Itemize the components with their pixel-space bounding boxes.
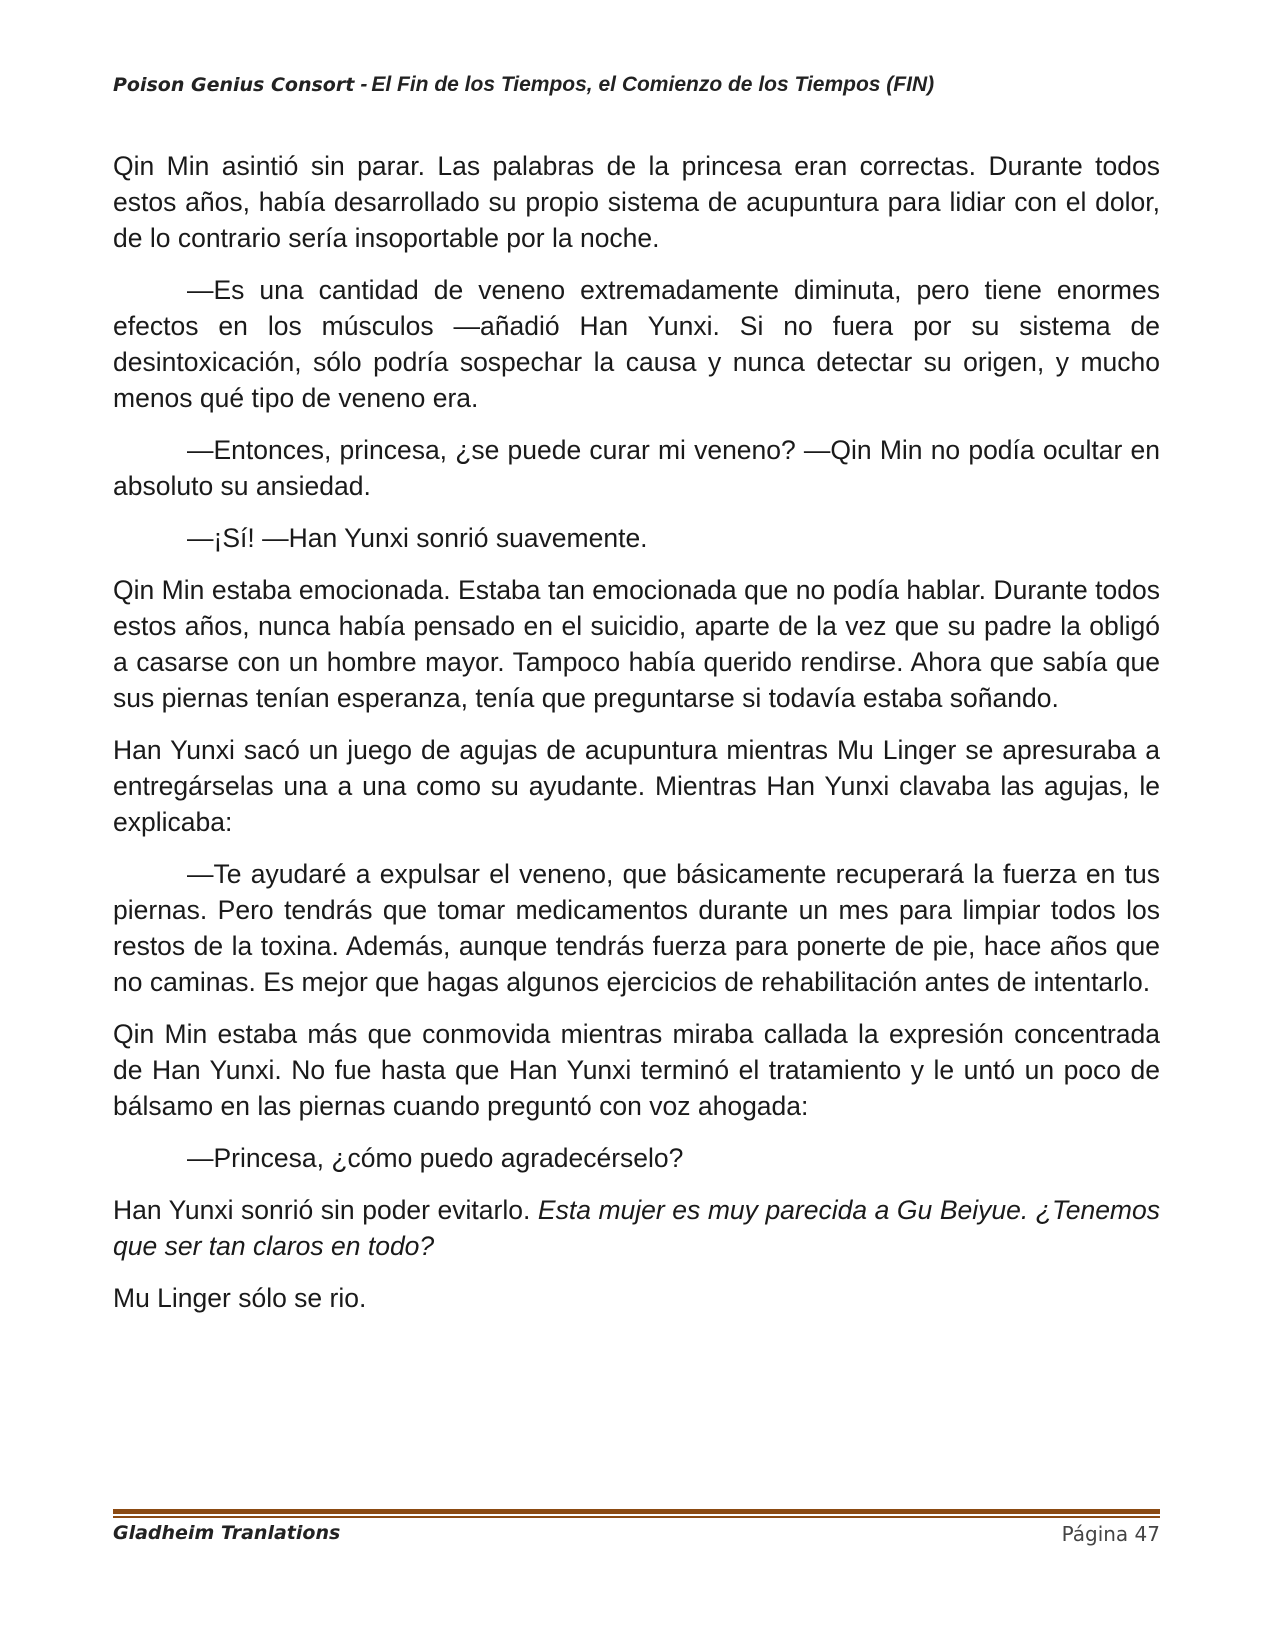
- footer-divider-thin: [113, 1516, 1160, 1518]
- paragraph-text: Han Yunxi sonrió sin poder evitarlo.: [113, 1195, 531, 1225]
- paragraph: Han Yunxi sacó un juego de agujas de acupuntura mientras Mu Linger se apresuraba a entregárselas una a una como su ayudante. Mientras Han Yunxi clavaba las agujas, le explicaba:: [113, 735, 1160, 837]
- body-text: [113, 148, 1160, 1332]
- paragraph: Qin Min estaba más que conmovida mientras miraba callada la expresión concentrada de Han Yunxi. No fue hasta que Han Yunxi terminó el tratamiento y le untó un poco de bálsamo en las piernas cuando preguntó con voz ahogada:: [113, 1019, 1160, 1121]
- running-header: [113, 73, 1173, 97]
- footer-divider-thick: [113, 1509, 1160, 1514]
- series-title: Poison Genius Consort: [113, 74, 355, 96]
- italic-thought: Esta mujer es muy parecida a Gu Beiyue. ¿Tenemos que ser tan claros en todo?: [113, 1195, 1160, 1261]
- paragraph: —Es una cantidad de veneno extremadamente diminuta, pero tiene enormes efectos en los músculos —añadió Han Yunxi. Si no fuera por su sistema de desintoxicación, sólo podría sospechar la causa y nunca detectar su origen, y mucho menos qué tipo de veneno era.: [113, 275, 1160, 413]
- paragraph: Mu Linger sólo se rio.: [113, 1283, 367, 1313]
- footer-divider: [113, 1509, 1160, 1519]
- paragraph: —¡Sí! —Han Yunxi sonrió suavemente.: [187, 523, 648, 553]
- footer-publisher: Gladheim Tranlations: [113, 1522, 341, 1544]
- page-number: Página 47: [1061, 1522, 1160, 1546]
- paragraph: —Entonces, princesa, ¿se puede curar mi veneno? —Qin Min no podía ocultar en absoluto su ansiedad.: [113, 435, 1160, 501]
- paragraph: [113, 1192, 1160, 1264]
- paragraph: Qin Min asintió sin parar. Las palabras de la princesa eran correctas. Durante todos estos años, había desarrollado su propio sistema de acupuntura para lidiar con el dolor, de lo contrario sería insoportable por la noche.: [113, 151, 1160, 253]
- paragraph: —Princesa, ¿cómo puedo agradecérselo?: [187, 1143, 684, 1173]
- chapter-title: El Fin de los Tiempos, el Comienzo de los Tiempos (FIN): [371, 73, 935, 96]
- paragraph: Qin Min estaba emocionada. Estaba tan emocionada que no podía hablar. Durante todos estos años, nunca había pensado en el suicidio, aparte de la vez que su padre la obligó a casarse con un hombre mayor. Tampoco había querido rendirse. Ahora que sabía que sus piernas tenían esperanza, tenía que preguntarse si todavía estaba soñando.: [113, 575, 1160, 713]
- paragraph: —Te ayudaré a expulsar el veneno, que básicamente recuperará la fuerza en tus piernas. Pero tendrás que tomar medicamentos durante un mes para limpiar todos los restos de la toxina. Además, aunque tendrás fuerza para ponerte de pie, hace años que no caminas. Es mejor que hagas algunos ejercicios de rehabilitación antes de intentarlo.: [113, 859, 1160, 997]
- header-separator: -: [360, 73, 368, 96]
